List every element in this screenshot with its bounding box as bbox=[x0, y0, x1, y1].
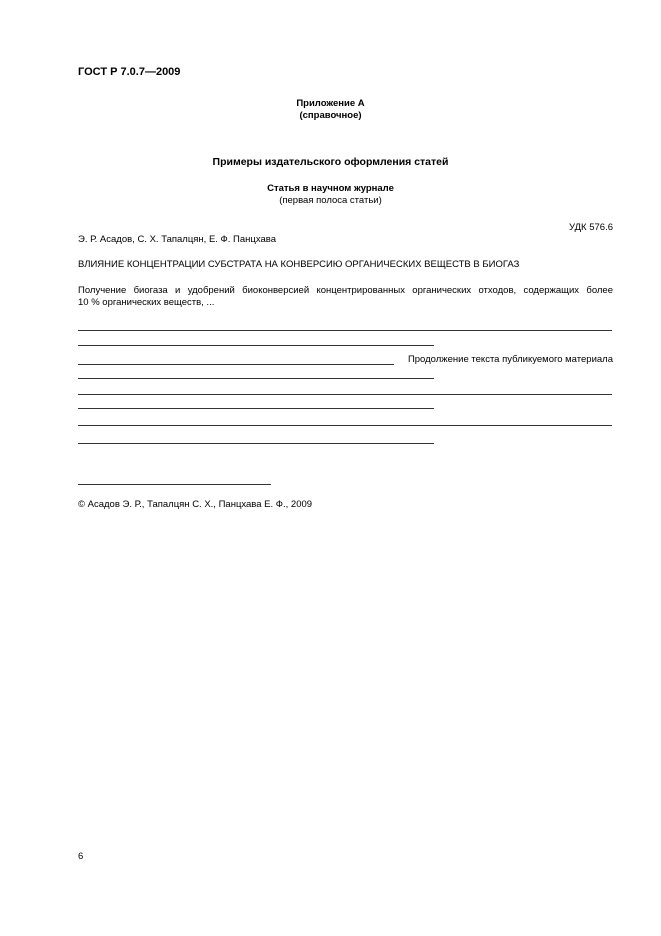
appendix-subtitle: (справочное) bbox=[299, 110, 362, 121]
subsection-note: (первая полоса статьи) bbox=[279, 195, 382, 206]
appendix-title: Приложение А bbox=[296, 98, 365, 109]
section-title: Примеры издательского оформления статей bbox=[212, 156, 449, 168]
footnote-separator bbox=[78, 484, 271, 485]
text-placeholder-line bbox=[78, 394, 612, 395]
text-placeholder-line bbox=[78, 443, 434, 444]
abstract-line-1: Получение биогаза и удобрений биоконверсией концентрированных органических отходов, содержащих более bbox=[78, 285, 613, 296]
subsection-title: Статья в научном журнале bbox=[267, 183, 394, 194]
standard-number: ГОСТ Р 7.0.7—2009 bbox=[78, 66, 181, 78]
page-number: 6 bbox=[78, 851, 84, 862]
copyright-notice: © Асадов Э. Р., Тапалцян С. Х., Панцхава Е. Ф., 2009 bbox=[78, 499, 313, 510]
text-placeholder-line bbox=[78, 364, 394, 365]
text-placeholder-line bbox=[78, 408, 434, 409]
continuation-label: Продолжение текста публикуемого материала bbox=[407, 354, 613, 365]
article-authors: Э. Р. Асадов, С. Х. Тапалцян, Е. Ф. Панцхава bbox=[78, 234, 277, 245]
text-placeholder-line bbox=[78, 425, 612, 426]
text-placeholder-line bbox=[78, 345, 434, 346]
abstract-line-2: 10 % органических веществ, ... bbox=[78, 297, 215, 308]
text-placeholder-line bbox=[78, 378, 434, 379]
article-title: ВЛИЯНИЕ КОНЦЕНТРАЦИИ СУБСТРАТА НА КОНВЕРСИЮ ОРГАНИЧЕСКИХ ВЕЩЕСТВ В БИОГАЗ bbox=[78, 259, 520, 270]
text-placeholder-line bbox=[78, 330, 612, 331]
udc-code: УДК 576.6 bbox=[569, 222, 613, 233]
